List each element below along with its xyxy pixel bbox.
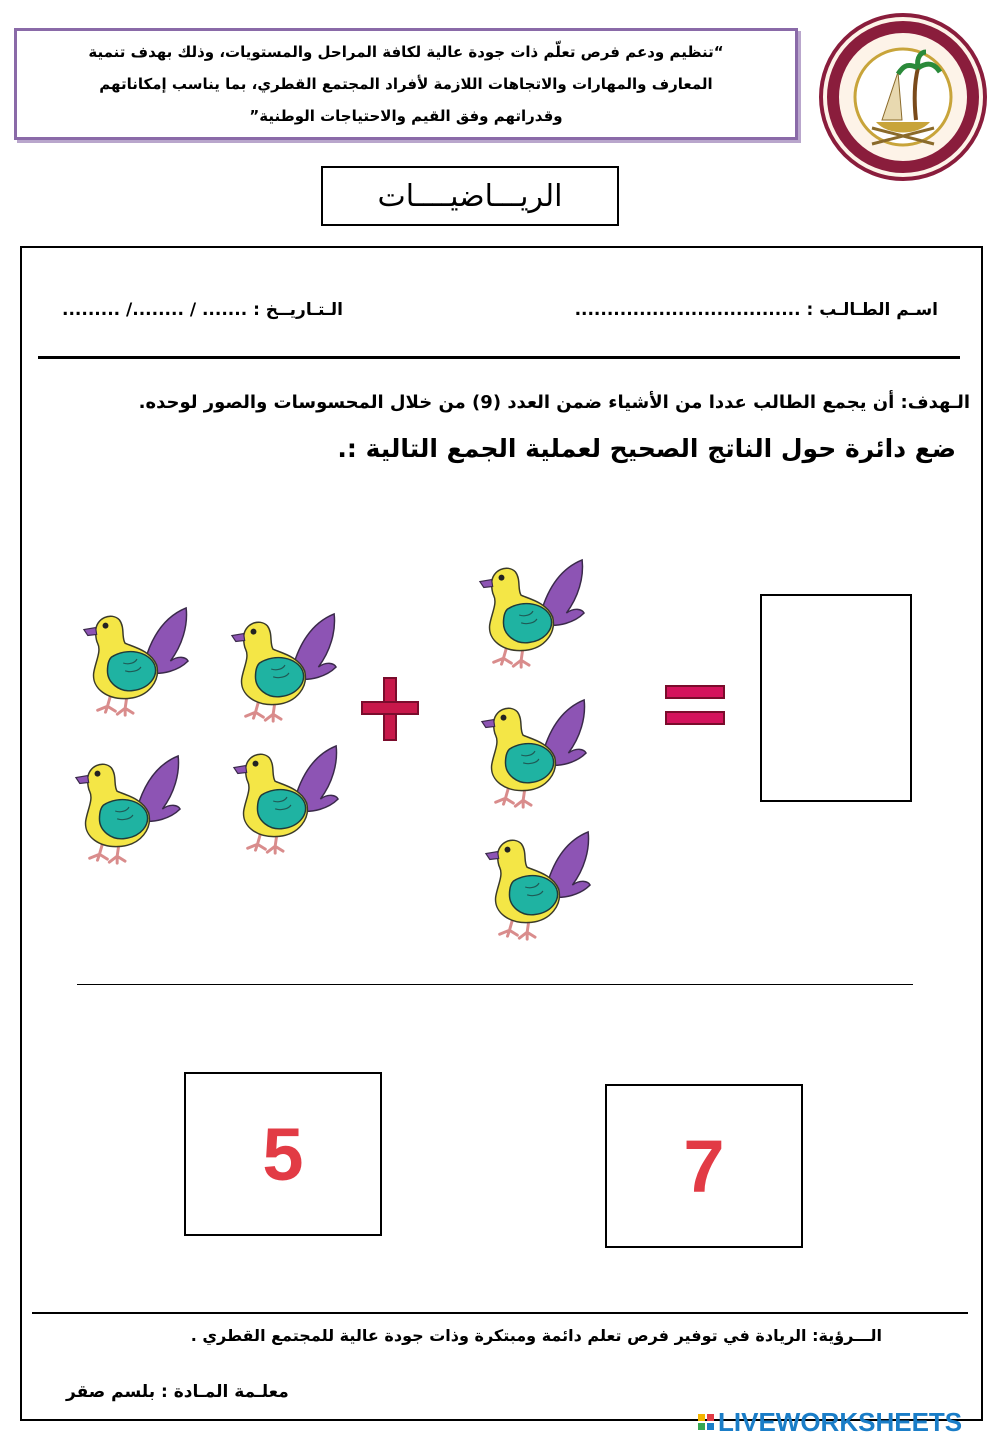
teacher-name: معلـمة المـادة : بلسم صقر	[66, 1382, 289, 1402]
date-field[interactable]: الـتـاريــخ : ....... / ......../ .........	[62, 300, 343, 320]
liveworksheets-wordmark: LIVEWORKSHEETS	[718, 1406, 963, 1437]
equals-sign	[664, 682, 726, 730]
footer-divider	[32, 1312, 968, 1314]
mission-line-2: المعارف والمهارات والاتجاهات اللازمة لأفراد المجتمع القطري، بما يناسب إمكاناتهم	[99, 75, 713, 93]
section-divider	[77, 984, 913, 985]
bird-right-3	[478, 828, 596, 946]
liveworksheets-watermark	[698, 1405, 962, 1439]
plus-sign	[358, 672, 422, 746]
mission-statement-box	[14, 28, 798, 140]
mission-line-3: وقدراتهم وفق القيم والاحتياجات الوطنية”	[249, 107, 563, 125]
bird-left-2	[224, 610, 342, 728]
lesson-objective: الـهدف: أن يجمع الطالب عددا من الأشياء ضمن العدد (9) من خلال المحسوسات والصور لوحده.	[138, 392, 970, 413]
answer-box[interactable]	[760, 594, 912, 802]
subject-title: الريـــاضيــــات	[321, 166, 619, 226]
answer-option-7[interactable]: 7	[605, 1084, 803, 1248]
vision-statement: الـــرؤية: الريادة في توفير فرص تعلم دائمة ومبتكرة وذات جودة عالية للمجتمع القطري .	[190, 1326, 882, 1345]
answer-option-5[interactable]: 5	[184, 1072, 382, 1236]
mission-line-1: “تنظيم ودعم فرص تعلّم ذات جودة عالية لكافة المراحل والمستويات، وذلك بهدف تنمية	[88, 43, 724, 61]
bird-right-1	[472, 556, 590, 674]
liveworksheets-logo-icon	[698, 1414, 714, 1430]
bird-left-3	[68, 752, 186, 870]
ministry-logo-emblem	[818, 12, 988, 182]
student-name-field[interactable]: اسـم الطـالـب : ...................................	[574, 300, 938, 320]
bird-right-2	[474, 696, 592, 814]
bird-left-1	[76, 604, 194, 722]
header-divider	[38, 356, 960, 359]
question-instruction: ضع دائرة حول الناتج الصحيح لعملية الجمع التالية :.	[337, 434, 956, 463]
bird-left-4	[226, 742, 344, 860]
